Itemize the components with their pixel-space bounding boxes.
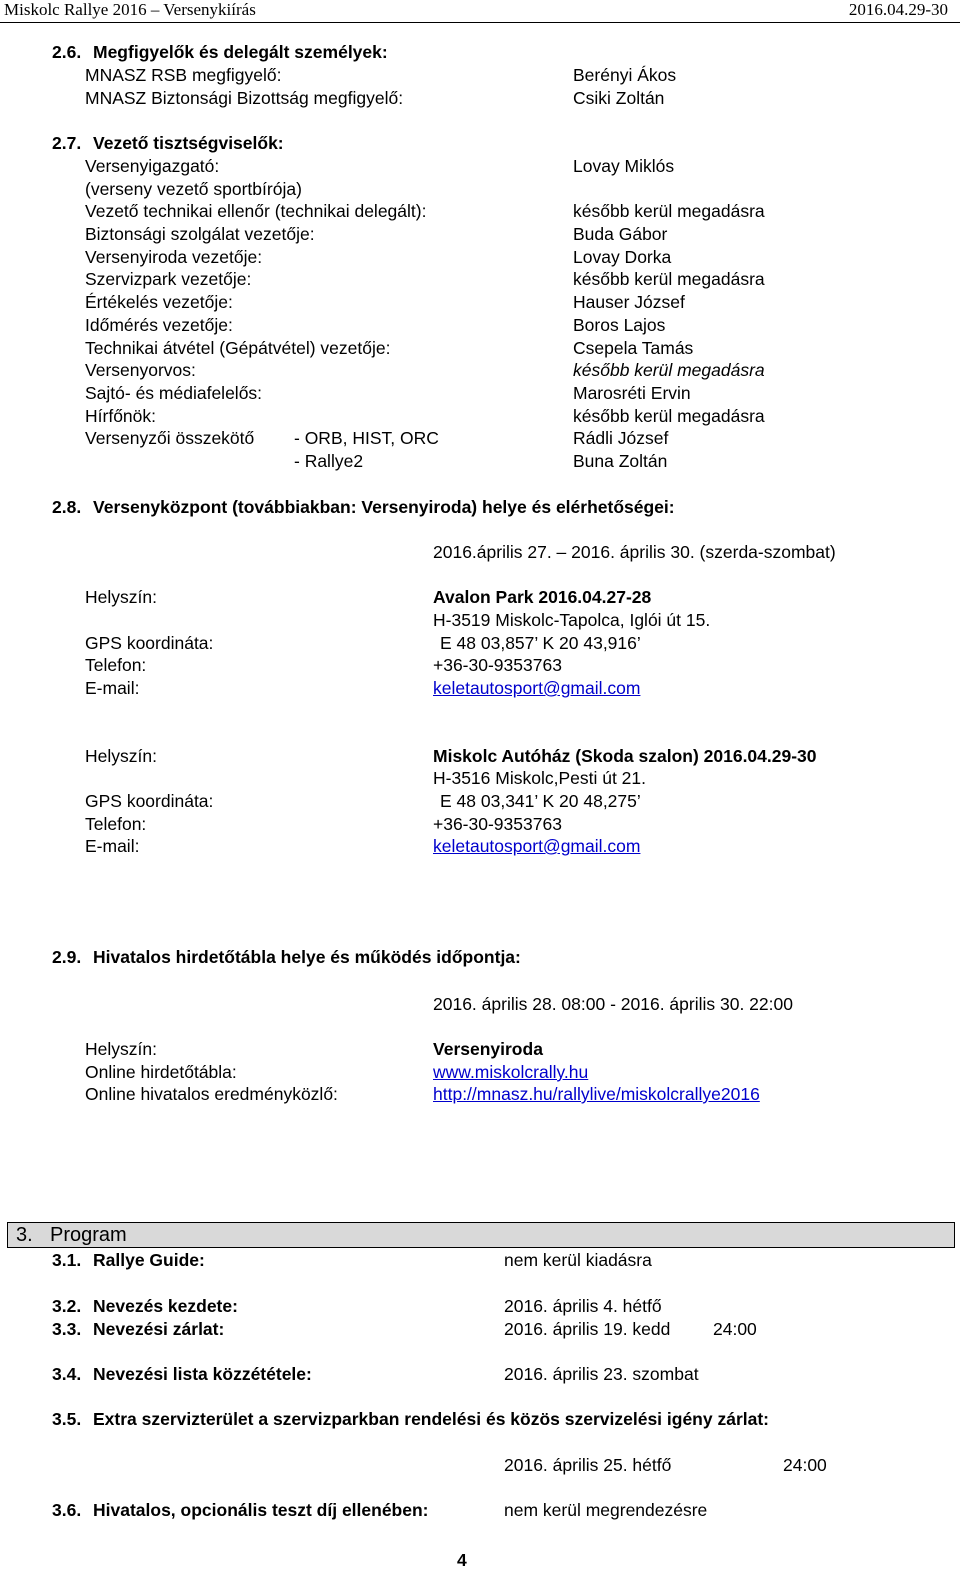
official-value: Csepela Tamás bbox=[573, 338, 694, 358]
board-dates: 2016. április 28. 08:00 - 2016. április 30. 22:00 bbox=[433, 994, 793, 1014]
section-2-9-title: Hivatalos hirdetőtábla helye és működés időpontja: bbox=[93, 947, 521, 967]
online-board-label: Online hirdetőtábla: bbox=[85, 1062, 237, 1082]
official-label: Versenyorvos: bbox=[85, 360, 196, 380]
section-2-8-number: 2.8. bbox=[52, 497, 82, 517]
program-item-time: 24:00 bbox=[783, 1455, 827, 1475]
official-value: később kerül megadásra bbox=[573, 406, 765, 426]
section-2-6-number: 2.6. bbox=[52, 42, 82, 62]
official-value: később kerül megadásra bbox=[573, 360, 765, 380]
section-2-7-title: Vezető tisztségviselők: bbox=[93, 133, 284, 153]
page-header bbox=[0, 0, 960, 23]
program-item-number: 3.4. bbox=[52, 1364, 82, 1384]
email-link[interactable]: keletautosport@gmail.com bbox=[433, 678, 641, 698]
place-value: Versenyiroda bbox=[433, 1039, 543, 1059]
header-title: Miskolc Rallye 2016 – Versenykiírás bbox=[4, 0, 256, 19]
program-item-number: 3.2. bbox=[52, 1296, 82, 1316]
program-item-label: Nevezési lista közzététele: bbox=[93, 1364, 312, 1384]
page-number: 4 bbox=[457, 1550, 467, 1570]
official-value: később kerül megadásra bbox=[573, 269, 765, 289]
program-item-label: Nevezési zárlat: bbox=[93, 1319, 225, 1339]
official-label: Szervizpark vezetője: bbox=[85, 269, 252, 289]
official-label: Vezető technikai ellenőr (technikai delegált): bbox=[85, 201, 427, 221]
official-label: Technikai átvétel (Gépátvétel) vezetője: bbox=[85, 338, 391, 358]
official-label: Versenyzői összekötő bbox=[85, 428, 255, 448]
program-item-value: 2016. április 4. hétfő bbox=[504, 1296, 662, 1316]
section-3-number: 3. bbox=[16, 1224, 33, 1246]
liaison-class: - ORB, HIST, ORC bbox=[294, 428, 439, 448]
online-results-link[interactable]: http://mnasz.hu/rallylive/miskolcrallye2016 bbox=[433, 1084, 760, 1104]
official-value: Hauser József bbox=[573, 292, 685, 312]
gps-value: E 48 03,857’ K 20 43,916’ bbox=[440, 633, 641, 653]
address-value: H-3516 Miskolc,Pesti út 21. bbox=[433, 768, 647, 788]
place-label: Helyszín: bbox=[85, 1039, 157, 1059]
section-2-8-title: Versenyközpont (továbbiakban: Versenyiroda) helye és elérhetőségei: bbox=[93, 497, 675, 517]
program-item-number: 3.6. bbox=[52, 1500, 82, 1520]
official-value: Lovay Miklós bbox=[573, 156, 675, 176]
program-item-value: 2016. április 23. szombat bbox=[504, 1364, 699, 1384]
section-2-7-number: 2.7. bbox=[52, 133, 82, 153]
place-value: Avalon Park 2016.04.27-28 bbox=[433, 587, 652, 607]
official-label: Sajtó- és médiafelelős: bbox=[85, 383, 263, 403]
program-item-value: nem kerül megrendezésre bbox=[504, 1500, 708, 1520]
official-label: Biztonsági szolgálat vezetője: bbox=[85, 224, 315, 244]
official-value: Marosréti Ervin bbox=[573, 383, 691, 403]
observer-value: Berényi Ákos bbox=[573, 65, 677, 85]
official-value: később kerül megadásra bbox=[573, 201, 765, 221]
gps-value: E 48 03,341’ K 20 48,275’ bbox=[440, 791, 641, 811]
gps-label: GPS koordináta: bbox=[85, 633, 214, 653]
program-item-value: nem kerül kiadásra bbox=[504, 1250, 652, 1270]
official-label: Időmérés vezetője: bbox=[85, 315, 233, 335]
official-label: (verseny vezető sportbírója) bbox=[85, 179, 302, 199]
email-label: E-mail: bbox=[85, 678, 140, 698]
official-label: Versenyigazgató: bbox=[85, 156, 220, 176]
observer-value: Csiki Zoltán bbox=[573, 88, 665, 108]
official-label: Hírfőnök: bbox=[85, 406, 156, 426]
section-2-6-title: Megfigyelők és delegált személyek: bbox=[93, 42, 388, 62]
program-item-label: Nevezés kezdete: bbox=[93, 1296, 238, 1316]
program-item-label: Rallye Guide: bbox=[93, 1250, 205, 1270]
gps-label: GPS koordináta: bbox=[85, 791, 214, 811]
phone-label: Telefon: bbox=[85, 814, 147, 834]
online-results-label: Online hivatalos eredményközlő: bbox=[85, 1084, 338, 1104]
header-date: 2016.04.29-30 bbox=[848, 0, 948, 19]
official-value: Buda Gábor bbox=[573, 224, 668, 244]
place-value: Miskolc Autóház (Skoda szalon) 2016.04.29-30 bbox=[433, 746, 817, 766]
observer-label: MNASZ RSB megfigyelő: bbox=[85, 65, 282, 85]
observer-label: MNASZ Biztonsági Bizottság megfigyelő: bbox=[85, 88, 404, 108]
section-2-9-number: 2.9. bbox=[52, 947, 82, 967]
official-value: Boros Lajos bbox=[573, 315, 666, 335]
program-item-value: 2016. április 19. kedd bbox=[504, 1319, 671, 1339]
place-label: Helyszín: bbox=[85, 587, 157, 607]
program-item-label: Extra szervizterület a szervizparkban rendelési és közös szervizelési igény zárlat: bbox=[93, 1409, 770, 1429]
address-value: H-3519 Miskolc-Tapolca, Iglói út 15. bbox=[433, 610, 711, 630]
program-item-time: 24:00 bbox=[713, 1319, 757, 1339]
phone-value: +36-30-9353763 bbox=[433, 655, 562, 675]
official-label: Versenyiroda vezetője: bbox=[85, 247, 263, 267]
official-value: Rádli József bbox=[573, 428, 669, 448]
program-item-number: 3.3. bbox=[52, 1319, 82, 1339]
program-item-value: 2016. április 25. hétfő bbox=[504, 1455, 672, 1475]
office-dates: 2016.április 27. – 2016. április 30. (szerda-szombat) bbox=[433, 542, 836, 562]
email-label: E-mail: bbox=[85, 836, 140, 856]
program-item-number: 3.1. bbox=[52, 1250, 82, 1270]
official-label: Értékelés vezetője: bbox=[85, 292, 233, 312]
liaison-class: - Rallye2 bbox=[294, 451, 364, 471]
official-value: Lovay Dorka bbox=[573, 247, 672, 267]
place-label: Helyszín: bbox=[85, 746, 157, 766]
phone-value: +36-30-9353763 bbox=[433, 814, 562, 834]
section-3-title: Program bbox=[50, 1224, 127, 1246]
program-item-number: 3.5. bbox=[52, 1409, 82, 1429]
email-link[interactable]: keletautosport@gmail.com bbox=[433, 836, 641, 856]
section-3-heading-bar bbox=[7, 1222, 955, 1248]
phone-label: Telefon: bbox=[85, 655, 147, 675]
online-board-link[interactable]: www.miskolcrally.hu bbox=[433, 1062, 589, 1082]
program-item-label: Hivatalos, opcionális teszt díj ellenében: bbox=[93, 1500, 429, 1520]
official-value: Buna Zoltán bbox=[573, 451, 668, 471]
